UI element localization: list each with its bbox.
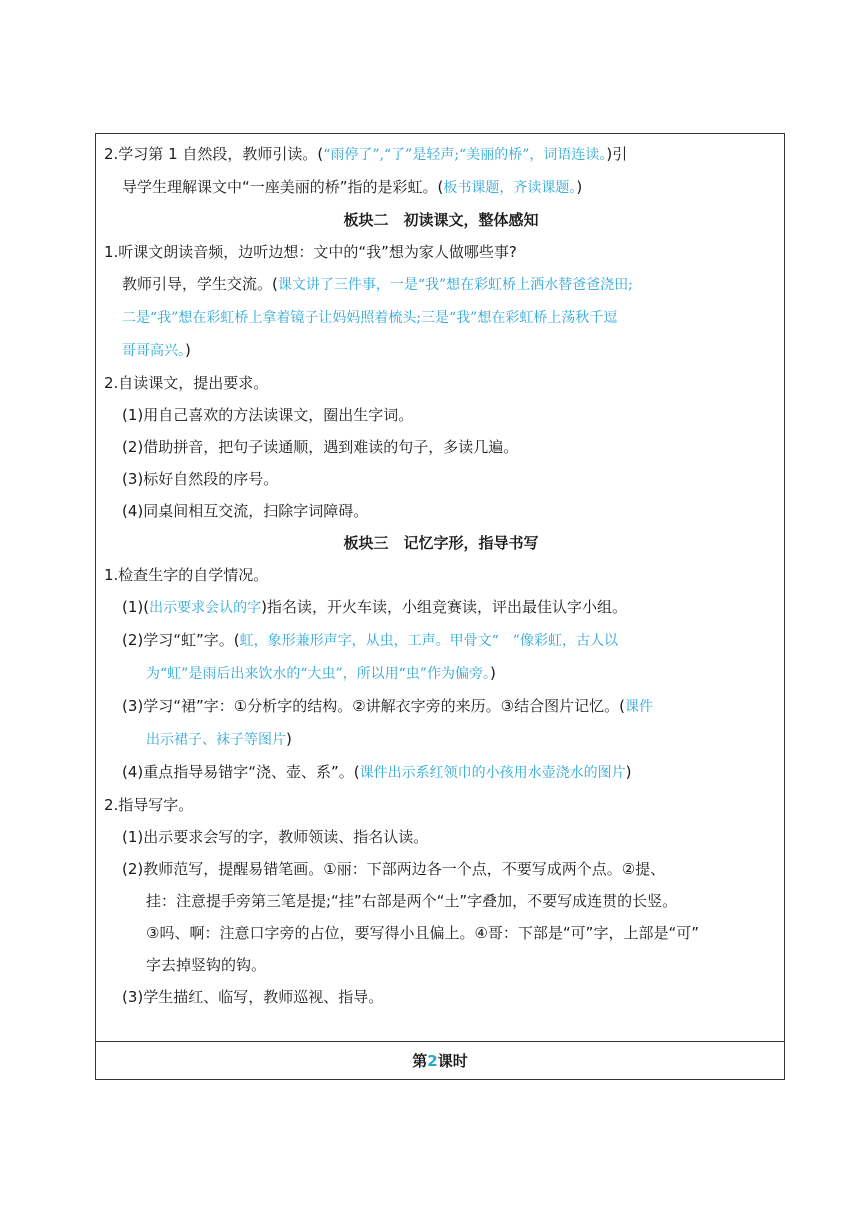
block-2-req-3: (3)标好自然段的序号。 xyxy=(122,470,279,488)
block-2-heading: 板块二 初读课文，整体感知 xyxy=(343,211,539,229)
lesson-table xyxy=(95,133,785,1080)
block-3-sub-2-cont: 为“虹”是雨后出来饮水的“大虫”，所以用“虫”作为偏旁。) xyxy=(146,664,496,682)
block-3-write-2-cont-3: 字去掉竖钩的钩。 xyxy=(146,956,267,974)
block-3-sub-4: (4)重点指导易错字“浇、壶、系”。(课件出示系红领巾的小孩用水壶浇水的图片) xyxy=(122,763,632,781)
section-2-paragraph-cont: 导学生理解课文中“一座美丽的桥”指的是彩虹。(板书课题，齐读课题。) xyxy=(122,178,583,196)
lesson-content xyxy=(104,138,778,1013)
block-3-sub-2: (2)学习“虹”字。(虹，象形兼形声字，从虫，工声。甲骨文“ ”像彩虹，古人以 xyxy=(122,631,618,649)
lesson-period-label: 第2课时 xyxy=(412,1052,468,1070)
block-3-item-2: 2.指导写字。 xyxy=(104,796,194,814)
block-2-item-1: 1.听课文朗读音频，边听边想：文中的“我”想为家人做哪些事? xyxy=(104,243,517,261)
block-2-item-1-answer-end: 哥哥高兴。) xyxy=(122,341,191,359)
block-3-item-1: 1.检查生字的自学情况。 xyxy=(104,566,269,584)
block-3-sub-1: (1)(出示要求会认的字)指名读，开火车读，小组竞赛读，评出最佳认字小组。 xyxy=(122,598,627,616)
block-2-req-1: (1)用自己喜欢的方法读课文，圈出生字词。 xyxy=(122,406,414,424)
block-2-item-1-answer: 教师引导，学生交流。(课文讲了三件事，一是“我”想在彩虹桥上洒水替爸爸浇田; xyxy=(122,275,633,293)
block-2-req-2: (2)借助拼音，把句子读通顺，遇到难读的句子，多读几遍。 xyxy=(122,438,519,456)
block-3-sub-3: (3)学习“裙”字：①分析字的结构。②讲解衣字旁的来历。③结合图片记忆。(课件 xyxy=(122,697,653,715)
block-3-write-2-cont-1: 挂：注意提手旁第三笔是提;“挂”右部是两个“土”字叠加，不要写成连贯的长竖。 xyxy=(146,892,678,910)
block-3-sub-3-cont: 出示裙子、袜子等图片) xyxy=(146,730,292,748)
block-3-write-1: (1)出示要求会写的字，教师领读、指名认读。 xyxy=(122,828,429,846)
block-3-write-2: (2)教师范写，提醒易错笔画。①丽：下部两边各一个点，不要写成两个点。②提、 xyxy=(122,860,666,878)
block-3-write-3: (3)学生描红、临写，教师巡视、指导。 xyxy=(122,988,384,1006)
block-2-item-1-answer-cont: 二是“我”想在彩虹桥上拿着镜子让妈妈照着梳头;三是“我”想在彩虹桥上荡秋千逗 xyxy=(122,310,618,326)
section-2-paragraph: 2.学习第 1 自然段，教师引读。(“雨停了”,“了”是轻声;“美丽的桥”，词语连读。)引 xyxy=(104,145,628,163)
block-2-item-2: 2.自读课文，提出要求。 xyxy=(104,374,269,392)
block-3-heading: 板块三 记忆字形，指导书写 xyxy=(343,534,539,552)
block-2-req-4: (4)同桌间相互交流，扫除字词障碍。 xyxy=(122,502,369,520)
block-3-write-2-cont-2: ③吗、啊：注意口字旁的占位，要写得小且偏上。④哥：下部是“可”字，上部是“可” xyxy=(146,924,699,942)
